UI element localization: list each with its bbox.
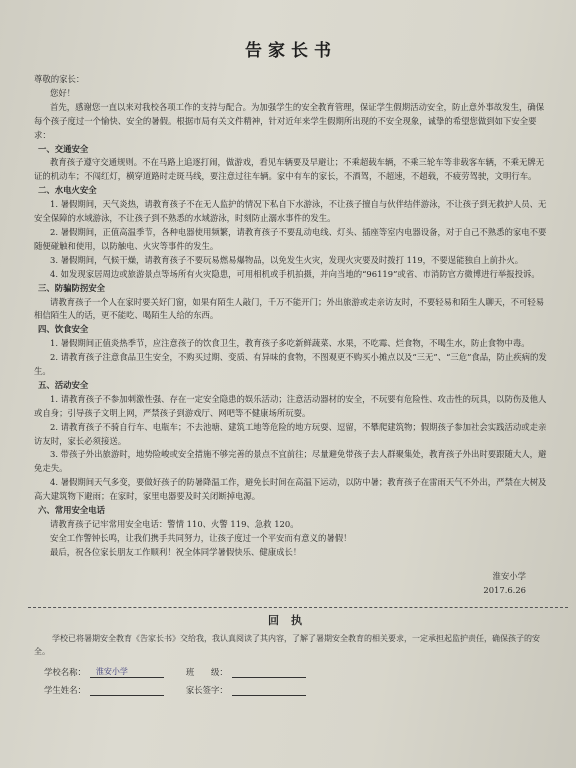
cut-line (28, 607, 568, 608)
section-paragraph: 1. 暑假期间正值炎热季节，应注意孩子的饮食卫生，教育孩子多吃新鲜蔬菜、水果，不吃霉、烂食物，不喝生水，防止食物中毒。 (50, 338, 530, 349)
receipt-title: 回执 (268, 614, 314, 628)
section-paragraph: 请教育孩子一个人在家时要关好门窗，如果有陌生人敲门，千万不能开门；外出旅游或走亲访友时，不要轻易和陌生人聊天，不可轻易相信陌生人的话，更不能吃、喝陌生人给的东西。 (34, 296, 545, 321)
student-name-label: 学生姓名： (44, 685, 86, 696)
signature-school: 淮安小学 (492, 570, 526, 581)
form-row-2 (44, 684, 328, 696)
signature-block (34, 570, 548, 598)
section-1 (34, 143, 548, 185)
school-name-label: 学校名称： (44, 667, 86, 678)
section-paragraph: 1. 暑假期间，天气炎热，请教育孩子不在无人监护的情况下私自下水游泳，不让孩子擅自与伙伴结伴游泳，不让孩子到无救护人员、无安全保障的水域游泳，不让孩子到不熟悉的水域游泳，时刻防止溺水事件的发生。 (34, 199, 547, 224)
section-heading: 三、防骗防拐安全 (38, 282, 105, 293)
section-paragraph: 请教育孩子记牢常用安全电话：警情 110、火警 119、急救 120。 (50, 519, 299, 529)
school-name-field (44, 666, 164, 678)
section-3 (34, 282, 548, 324)
form-row-1 (44, 666, 328, 678)
student-name-input[interactable] (90, 684, 164, 696)
student-name-field (44, 684, 164, 696)
section-heading: 六、常用安全电话 (38, 505, 105, 516)
section-heading: 四、饮食安全 (38, 324, 89, 335)
section-paragraph: 2. 暑假期间，正值高温季节，各种电器使用频繁，请教育孩子不要乱动电线、灯头、插座等室内电器设备，对于自己不熟悉的家电不要随便碰触和使用，以防触电、火灾等事件的发生。 (34, 226, 547, 251)
section-paragraph: 3. 暑假期间，气候干燥，请教育孩子不要玩易燃易爆物品，以免发生火灾，发现火灾要及时拨打 119，不要逞能独自上前扑火。 (50, 254, 524, 265)
parent-signature-input[interactable] (232, 684, 306, 696)
section-heading: 五、活动安全 (38, 379, 89, 390)
section-paragraph: 安全工作警钟长鸣，让我们携手共同努力，让孩子度过一个平安而有意义的暑假！ (50, 532, 352, 543)
section-paragraph: 教育孩子遵守交通规则。不在马路上追逐打闹，做游戏，看见车辆要及早避让；不乘超载车辆，不乘三轮车等非载客车辆，不乘无牌无证的机动车；不闯红灯，横穿道路时走斑马线，要注意过往车辆。家中有车的家长，不酒驾，不超速，不超载，不疲劳驾驶，文明行车。 (34, 157, 545, 182)
section-heading: 一、交通安全 (38, 143, 89, 154)
section-paragraph: 2. 请教育孩子不骑自行车、电瓶车；不去池塘、建筑工地等危险的地方玩耍、逗留，不攀爬建筑物；假期孩子参加社会实践活动或走亲访友时，家长必须接送。 (34, 421, 547, 446)
section-paragraph: 3. 带孩子外出旅游时，地势险峻或安全措施不够完善的景点不宜前往；尽量避免带孩子去人群聚集处，教育孩子外出时要跟随大人，避免走失。 (34, 449, 547, 474)
greeting: 尊敬的家长： (34, 74, 85, 84)
class-input[interactable] (232, 666, 306, 678)
section-6 (34, 504, 548, 560)
school-name-value[interactable]: 淮安小学 (90, 666, 164, 678)
section-heading: 二、水电火安全 (38, 185, 97, 196)
parent-signature-label: 家长签字： (185, 685, 228, 696)
section-paragraph: 2. 请教育孩子注意食品卫生安全，不购买过期、变质、有异味的食物，不图观更不购买小摊点以及“三无”、“三危”食品，防止疾病的发生。 (34, 352, 547, 377)
hello: 您好！ (50, 87, 76, 98)
receipt-text: 学校已将暑期安全教育《告家长书》交给我，我认真阅读了其内容，了解了暑期安全教育的相关要求，一定承担起监护责任，确保孩子的安全。 (34, 634, 540, 657)
class-field (186, 666, 306, 678)
signature-date: 2017.6.26 (483, 584, 526, 595)
class-label: 班 级： (185, 667, 228, 678)
section-2 (34, 184, 548, 281)
page-title: 告家长书 (245, 41, 337, 61)
intro-paragraph: 首先，感谢您一直以来对我校各项工作的支持与配合。为加强学生的安全教育管理，保证学生假期活动安全，防止意外事故发生，确保每个孩子度过一个愉快、安全的暑假。根据市局有关文件精神，针对近年来学生假期所出现的不安全现象，诚挚的希望您做到如下安全要求： (34, 101, 545, 140)
parent-signature-field (186, 684, 306, 696)
section-paragraph: 最后，祝各位家长朋友工作顺利！祝全体同学暑假快乐、健康成长！ (50, 546, 302, 557)
section-paragraph: 4. 如发现家居周边或旅游景点等场所有火灾隐患，可用相机或手机拍摄，并向当地的“96119”或省、市消防官方微博进行举报投诉。 (50, 268, 540, 279)
section-paragraph: 1. 请教育孩子不参加刺激性强、存在一定安全隐患的娱乐活动；注意活动器材的安全，不玩要有危险性、攻击性的玩具，以防伤及他人或自身；引导孩子文明上网，严禁孩子到游戏厅、网吧等不健康场所玩耍。 (34, 393, 547, 418)
section-paragraph: 4. 暑假期间天气多变，要做好孩子的防暑降温工作，避免长时间在高温下运动，以防中暑；教育孩子在雷雨天气不外出，严禁在大树及高大建筑物下避雨；在家时，家里电器要及时关闭断掉电源。 (34, 477, 547, 502)
receipt-form (34, 664, 548, 704)
section-4 (34, 323, 548, 379)
section-5 (34, 379, 548, 504)
